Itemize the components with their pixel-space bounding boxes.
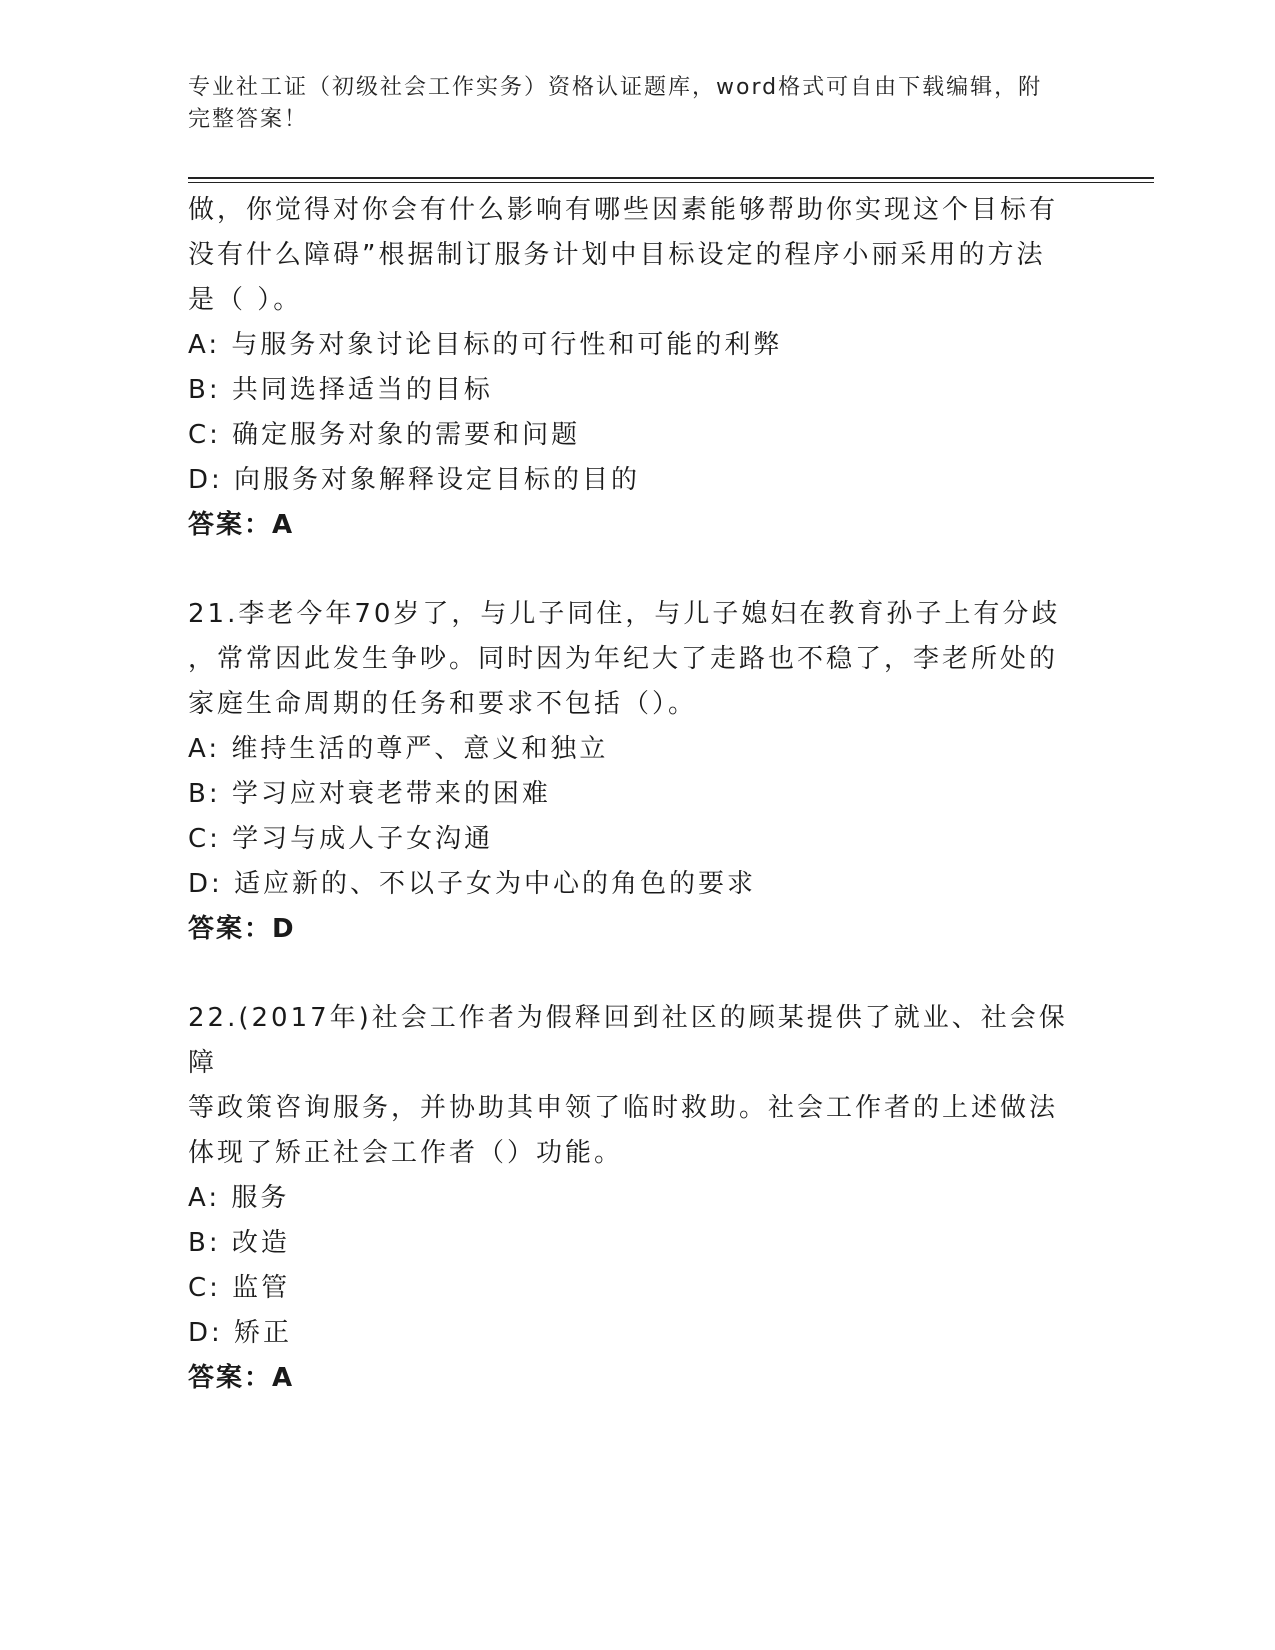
option-c: C: 确定服务对象的需要和问题 [188, 420, 581, 450]
question-text-line: 家庭生命周期的任务和要求不包括（）。 [188, 689, 698, 719]
option-b: B: 共同选择适当的目标 [188, 375, 493, 405]
question-text-line: 等政策咨询服务，并协助其申领了临时救助。社会工作者的上述做法 [188, 1093, 1059, 1123]
question-spacer [188, 952, 1088, 996]
option-a: A: 维持生活的尊严、意义和独立 [188, 734, 609, 764]
question-text-line: 22.(2017年)社会工作者为假释回到社区的顾某提供了就业、社会保障 [188, 1003, 1068, 1078]
question-text-line: 是（ ）。 [188, 285, 303, 315]
option-a: A: 服务 [188, 1183, 290, 1213]
question-item [188, 188, 1088, 548]
question-list [188, 188, 1088, 1401]
header-line-2: 完整答案！ [188, 107, 309, 132]
option-d: D: 适应新的、不以子女为中心的角色的要求 [188, 869, 757, 899]
option-d: D: 向服务对象解释设定目标的目的 [188, 465, 641, 495]
answer-label: 答案：A [188, 1363, 295, 1393]
question-spacer [188, 548, 1088, 592]
question-text-line: 体现了矫正社会工作者（）功能。 [188, 1138, 624, 1168]
header-rule-top [188, 177, 1154, 179]
option-c: C: 学习与成人子女沟通 [188, 824, 494, 854]
answer-label: 答案：D [188, 914, 296, 944]
option-a: A: 与服务对象讨论目标的可行性和可能的利弊 [188, 330, 783, 360]
question-text-line: 21.李老今年70岁了，与儿子同住，与儿子媳妇在教育孙子上有分歧 [188, 599, 1061, 629]
question-text-line: ，常常因此发生争吵。同时因为年纪大了走路也不稳了，李老所处的 [188, 644, 1059, 674]
question-item [188, 996, 1088, 1401]
question-text-line: 做，你觉得对你会有什么影响有哪些因素能够帮助你实现这个目标有 [188, 195, 1059, 225]
answer-label: 答案：A [188, 510, 295, 540]
header-rule-bottom [188, 182, 1154, 183]
option-b: B: 改造 [188, 1228, 290, 1258]
header-line-1: 专业社工证（初级社会工作实务）资格认证题库，word格式可自由下载编辑，附 [188, 75, 1043, 100]
option-b: B: 学习应对衰老带来的困难 [188, 779, 551, 809]
question-text-line: 没有什么障碍”根据制订服务计划中目标设定的程序小丽采用的方法 [188, 240, 1046, 270]
option-d: D: 矫正 [188, 1318, 293, 1348]
option-c: C: 监管 [188, 1273, 291, 1303]
question-item [188, 592, 1088, 952]
page-header [188, 72, 1088, 136]
